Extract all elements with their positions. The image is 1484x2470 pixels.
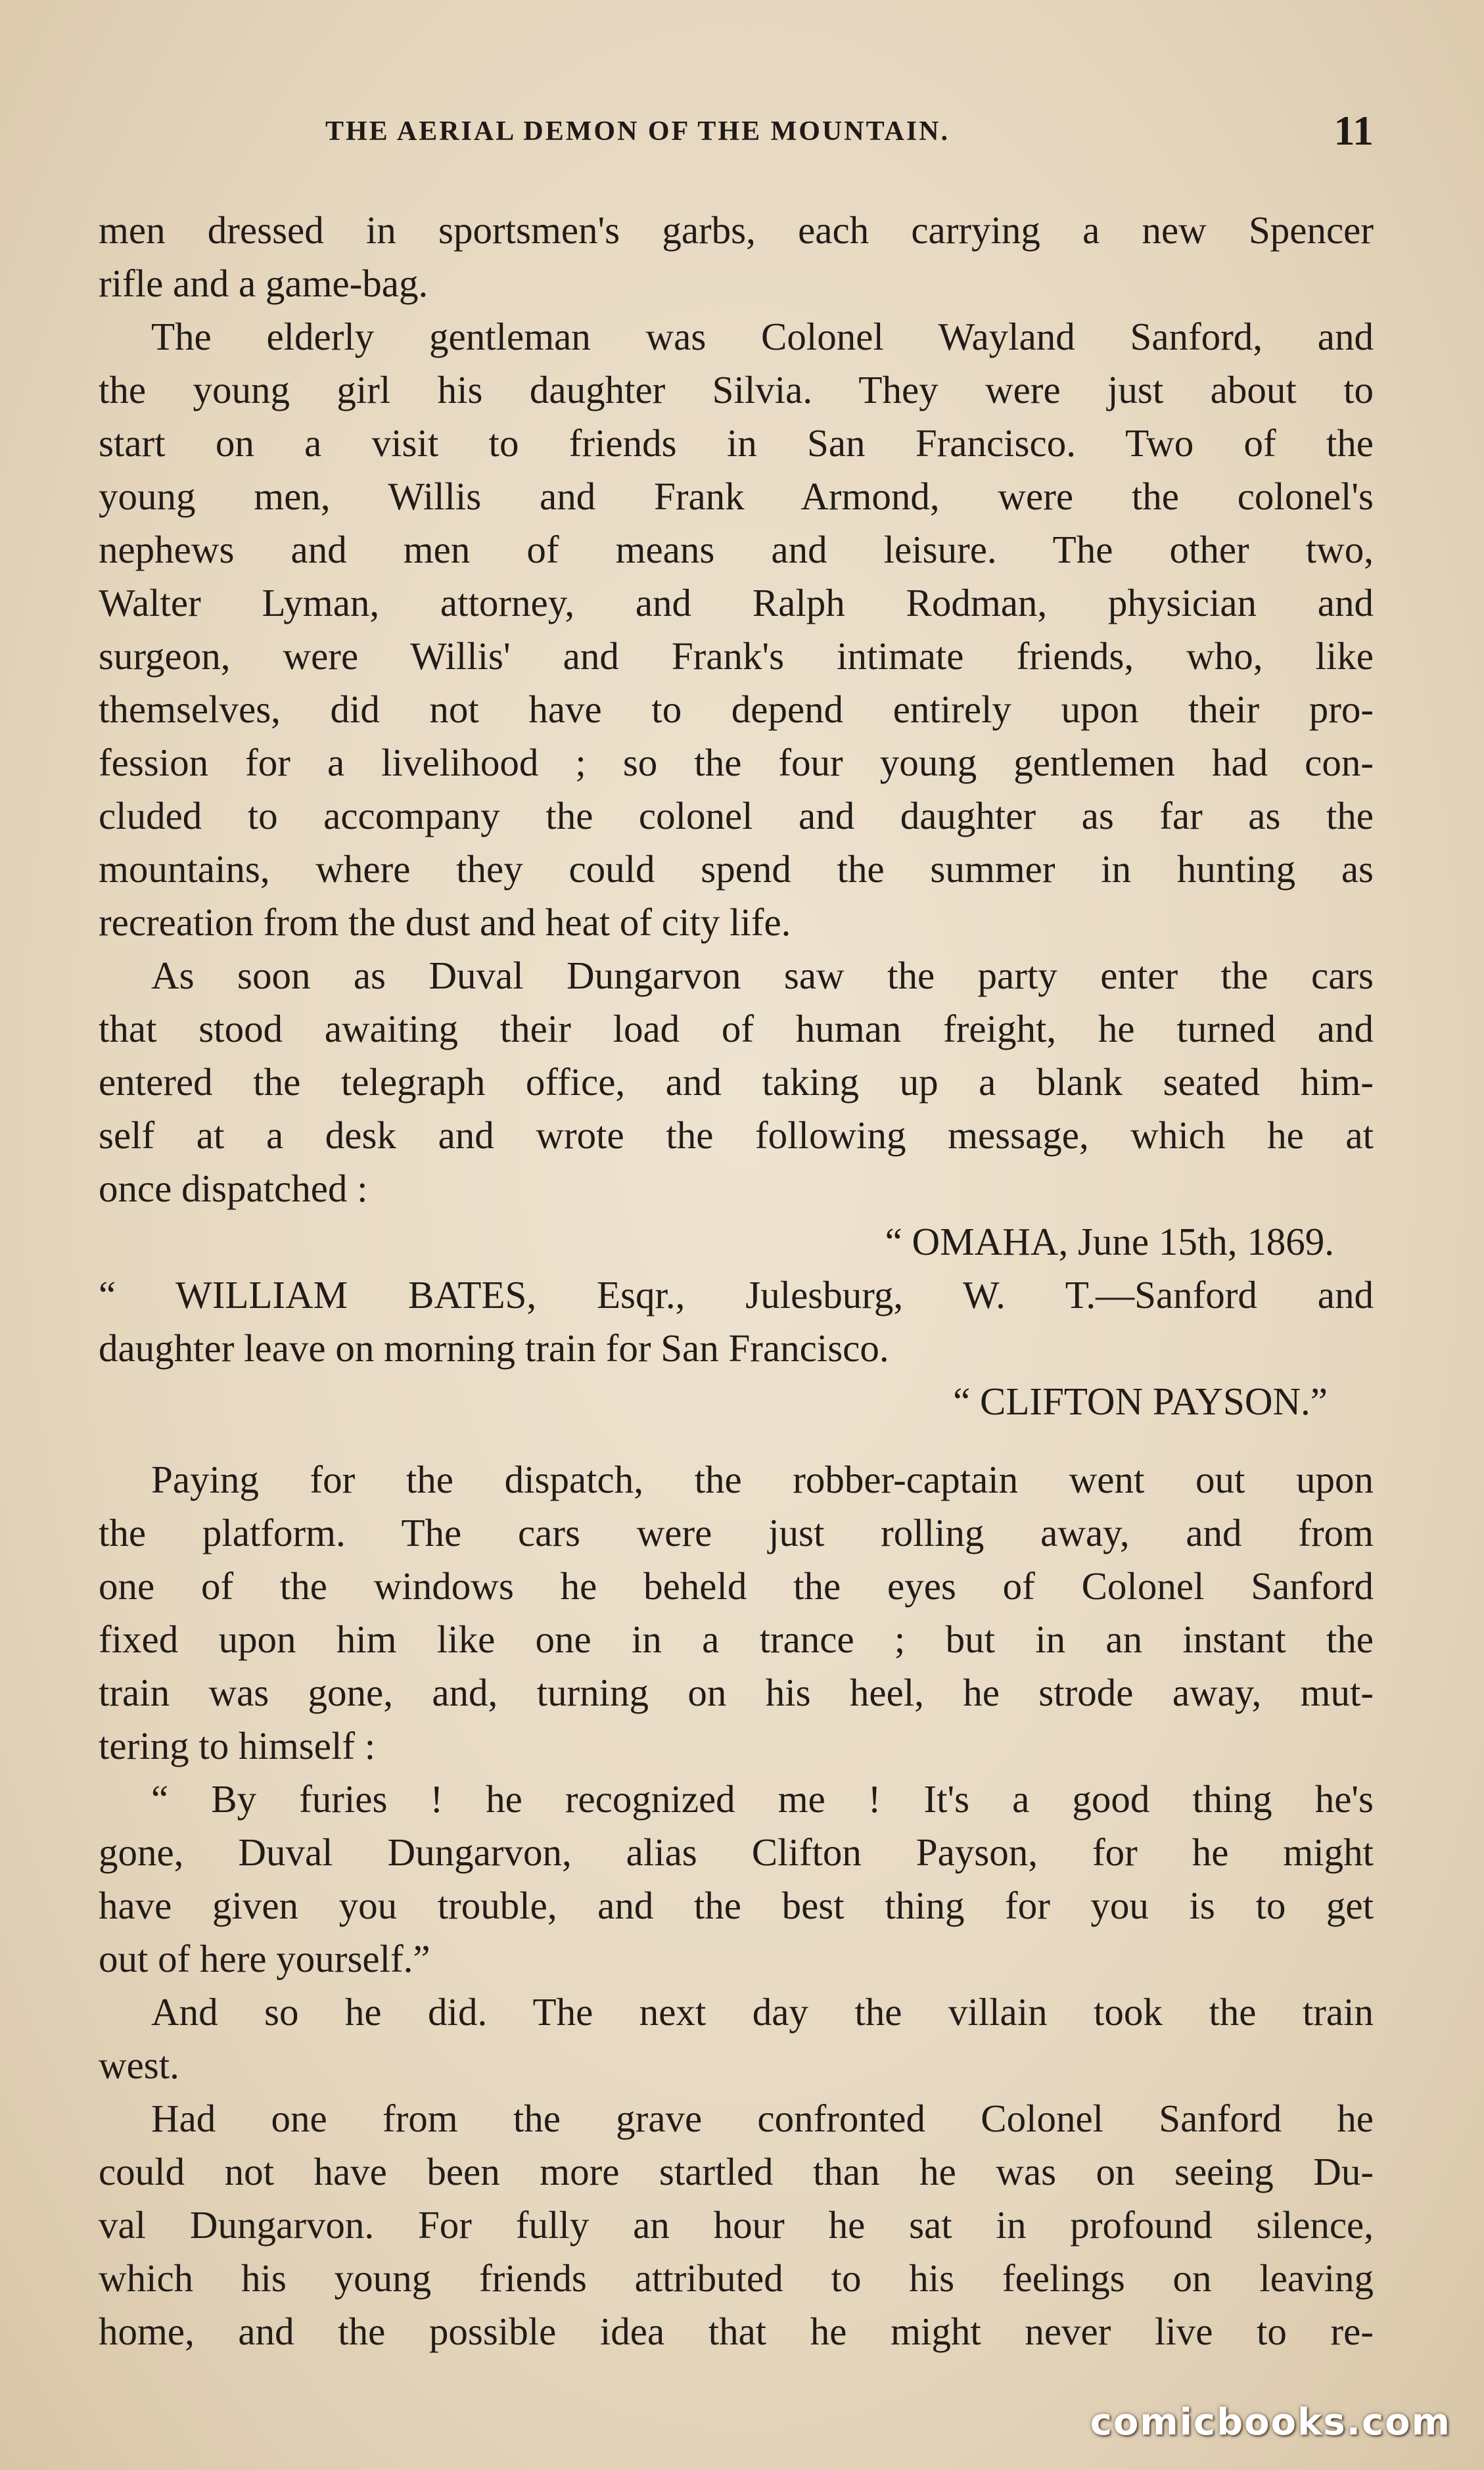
- text-line: men dressed in sportsmen's garbs, each carrying a new Spencer: [99, 208, 1374, 252]
- text-line: Paying for the dispatch, the robber-captain went out upon: [151, 1458, 1374, 1501]
- telegram-text: daughter leave on morning train for San Francisco.: [99, 1326, 889, 1370]
- text-line: home, and the possible idea that he might never live to re-: [99, 2310, 1374, 2353]
- running-title: THE AERIAL DEMON OF THE MOUNTAIN.: [325, 116, 950, 147]
- text-line: west.: [99, 2043, 179, 2087]
- text-line: And so he did. The next day the villain took the train: [151, 1990, 1374, 2034]
- text-line: have given you trouble, and the best thing for you is to get: [99, 1884, 1374, 1927]
- text-line: Walter Lyman, attorney, and Ralph Rodman, physician and: [99, 581, 1374, 624]
- text-line: val Dungarvon. For fully an hour he sat in profound silence,: [99, 2203, 1374, 2247]
- text-line: start on a visit to friends in San Francisco. Two of the: [99, 421, 1374, 465]
- text-line: As soon as Duval Dungarvon saw the party enter the cars: [151, 954, 1374, 997]
- text-line: surgeon, were Willis' and Frank's intimate friends, who, like: [99, 634, 1374, 678]
- text-line: The elderly gentleman was Colonel Wayland Sanford, and: [151, 315, 1374, 358]
- telegram-signature: “ CLIFTON PAYSON.”: [953, 1380, 1328, 1423]
- text-line: gone, Duval Dungarvon, alias Clifton Payson, for he might: [99, 1830, 1374, 1874]
- text-line: themselves, did not have to depend entirely upon their pro-: [99, 687, 1374, 731]
- text-line: tering to himself :: [99, 1724, 376, 1767]
- text-line: nephews and men of means and leisure. The other two,: [99, 528, 1374, 571]
- text-line: fession for a livelihood ; so the four young gentlemen had con-: [99, 741, 1374, 784]
- text-line: that stood awaiting their load of human freight, he turned and: [99, 1007, 1374, 1050]
- text-line: cluded to accompany the colonel and daughter as far as the: [99, 794, 1374, 837]
- text-line: Had one from the grave confronted Colonel Sanford he: [151, 2097, 1374, 2140]
- text-line: once dispatched :: [99, 1167, 368, 1210]
- text-line: young men, Willis and Frank Armond, were the colonel's: [99, 475, 1374, 518]
- text-line: self at a desk and wrote the following message, which he at: [99, 1113, 1374, 1157]
- text-line: out of here yourself.”: [99, 1937, 430, 1980]
- text-line: one of the windows he beheld the eyes of Colonel Sanford: [99, 1564, 1374, 1608]
- text-line: the platform. The cars were just rolling away, and from: [99, 1511, 1374, 1554]
- text-line: “ By furies ! he recognized me ! It's a good thing he's: [151, 1777, 1374, 1821]
- text-line: train was gone, and, turning on his heel, he strode away, mut-: [99, 1671, 1374, 1714]
- telegram-text: “ WILLIAM BATES, Esqr., Julesburg, W. T.—Sanford and: [99, 1273, 1374, 1317]
- text-line: recreation from the dust and heat of city life.: [99, 900, 791, 944]
- body-text: [99, 204, 1374, 2358]
- telegram-dateline: “ OMAHA, June 15th, 1869.: [885, 1220, 1334, 1263]
- text-line: which his young friends attributed to his feelings on leaving: [99, 2256, 1374, 2300]
- text-line: mountains, where they could spend the summer in hunting as: [99, 847, 1374, 891]
- text-line: rifle and a game-bag.: [99, 262, 429, 305]
- page-header: [99, 107, 1374, 170]
- text-line: entered the telegraph office, and taking up a blank seated him-: [99, 1060, 1374, 1104]
- text-line: the young girl his daughter Silvia. They were just about to: [99, 368, 1374, 411]
- text-line: fixed upon him like one in a trance ; but in an instant the: [99, 1618, 1374, 1661]
- page-number: 11: [1333, 107, 1374, 154]
- text-line: could not have been more startled than he was on seeing Du-: [99, 2150, 1374, 2193]
- watermark: comicbooks.com: [1090, 2401, 1451, 2444]
